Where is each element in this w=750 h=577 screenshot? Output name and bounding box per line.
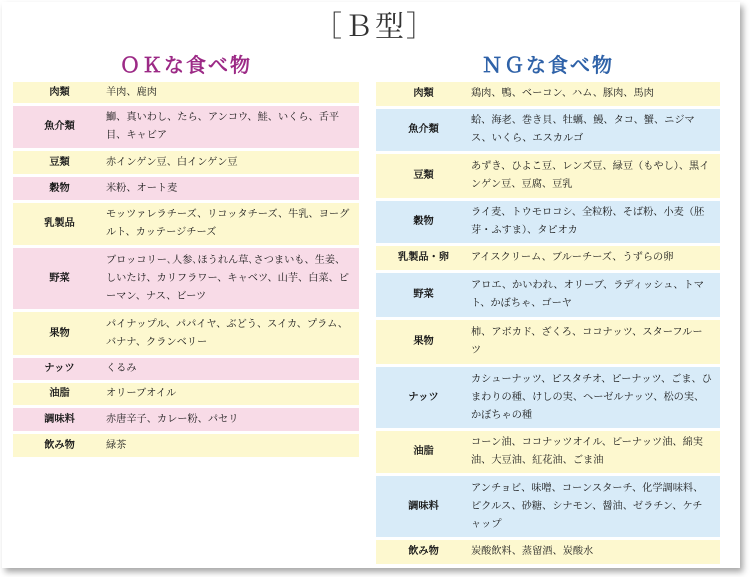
category-label: 調味料 — [44, 413, 75, 425]
table-row — [376, 320, 720, 364]
category-label: 肉類 — [49, 86, 70, 98]
ok-foods-heading: ＯＫな食べ物 — [120, 53, 252, 77]
page-title: ［Ｂ型］ — [312, 9, 437, 43]
table-row — [13, 82, 359, 103]
ng-foods-heading: ＮＧな食べ物 — [482, 53, 614, 77]
category-label: 魚介類 — [44, 121, 75, 132]
table-row — [376, 82, 720, 106]
food-items: カシューナッツ、ピスタチオ、ピーナッツ、ごま、ひまわりの種、けしの実、ヘーゼルナッツ、松の実、かぼちゃの種 — [471, 373, 712, 421]
category-label: 果物 — [413, 336, 434, 347]
food-items: 鰤、真いわし、たら、アンコウ、鮭、いくら、舌平目、キャビア — [106, 112, 340, 141]
table-row — [13, 434, 359, 457]
category-label: 調味料 — [408, 500, 439, 512]
table-row — [376, 246, 720, 270]
food-items: くるみ — [106, 363, 137, 374]
food-items: ブロッコリー､人参､ほうれん草､さつまいも、生姜、しいたけ、カリフラワー、キャベツ、山芋、白菜、ピーマン、ナス、ビーツ — [106, 254, 349, 302]
table-row — [376, 431, 720, 473]
category-label: 乳製品 — [44, 218, 75, 229]
food-items: アロエ、かいわれ、オリーブ、ラディッシュ、トマト、かぼちゃ、ゴーヤ — [471, 280, 704, 309]
food-items: 柿、アボカド、ざくろ、ココナッツ、スターフルーツ — [471, 327, 703, 356]
food-items: 羊肉、鹿肉 — [106, 86, 157, 98]
category-label: ナッツ — [44, 363, 75, 374]
table-row — [376, 109, 720, 151]
category-label: 乳製品・卵 — [398, 252, 449, 263]
table-row — [13, 106, 359, 148]
food-items: あずき、ひよこ豆、レンズ豆、緑豆（もやし）、黒インゲン豆、豆腐、豆乳 — [471, 161, 710, 190]
food-items: 赤唐辛子、カレー粉、パセリ — [106, 413, 239, 425]
table-row — [376, 273, 720, 317]
category-label: 果物 — [49, 327, 70, 339]
food-items: 緑茶 — [106, 439, 127, 451]
ng-foods-table — [376, 82, 720, 567]
category-label: 野菜 — [413, 289, 434, 300]
category-label: 穀物 — [413, 216, 434, 227]
category-label: 肉類 — [413, 88, 434, 99]
table-row — [376, 476, 720, 537]
table-row — [13, 312, 359, 355]
table-row — [13, 248, 359, 309]
food-items: モッツァレラチーズ、リコッタチーズ、牛乳、ヨーグルト、カッテージチーズ — [106, 209, 350, 238]
category-label: 豆類 — [49, 156, 70, 168]
table-row — [376, 154, 720, 198]
table-row — [13, 151, 359, 174]
category-label: 穀物 — [49, 182, 70, 194]
category-label: 豆類 — [413, 170, 434, 181]
food-items: 赤インゲン豆、白インゲン豆 — [106, 156, 238, 168]
category-label: 油脂 — [49, 388, 70, 399]
food-items: アイスクリーム、ブルーチーズ、うずらの卵 — [471, 252, 674, 263]
category-label: 野菜 — [49, 272, 70, 284]
food-items: 鶏肉、鴨、ベーコン、ハム、豚肉、馬肉 — [471, 88, 654, 99]
table-row — [13, 177, 359, 200]
category-label: ナッツ — [408, 391, 439, 403]
table-row — [376, 367, 720, 428]
food-items: アンチョビ、味噌、コーンスターチ、化学調味料、ピクルス、砂糖、シナモン、醤油、ゼラチン、ケチャップ — [471, 482, 704, 530]
category-label: 飲み物 — [44, 439, 75, 451]
category-label: 飲み物 — [408, 546, 439, 557]
food-items: 蛤、海老、巻き貝、牡蠣、鰻、タコ、蟹、ニジマス、いくら、エスカルゴ — [471, 115, 695, 144]
table-row — [376, 540, 720, 564]
food-items: オリーブオイル — [106, 388, 177, 399]
food-items: 米粉、オート麦 — [106, 182, 178, 194]
category-label: 魚介類 — [408, 124, 439, 135]
table-row — [13, 203, 359, 245]
food-items: ライ麦、トウモロコシ、全粒粉、そば粉、小麦（胚芽・ふすま）、タピオカ — [471, 207, 705, 236]
ok-foods-table — [13, 82, 359, 460]
category-label: 油脂 — [413, 446, 434, 457]
table-row — [13, 408, 359, 431]
table-row — [13, 358, 359, 380]
food-items: コーン油、ココナッツオイル、ピーナッツ油、綿実油、大豆油、紅花油、ごま油 — [471, 437, 703, 466]
table-row — [13, 383, 359, 405]
table-row — [376, 201, 720, 243]
food-items: パイナップル、パパイヤ、ぶどう、スイカ、プラム、バナナ、クランベリー — [106, 318, 348, 348]
food-items: 炭酸飲料、蒸留酒、炭酸水 — [471, 546, 594, 557]
